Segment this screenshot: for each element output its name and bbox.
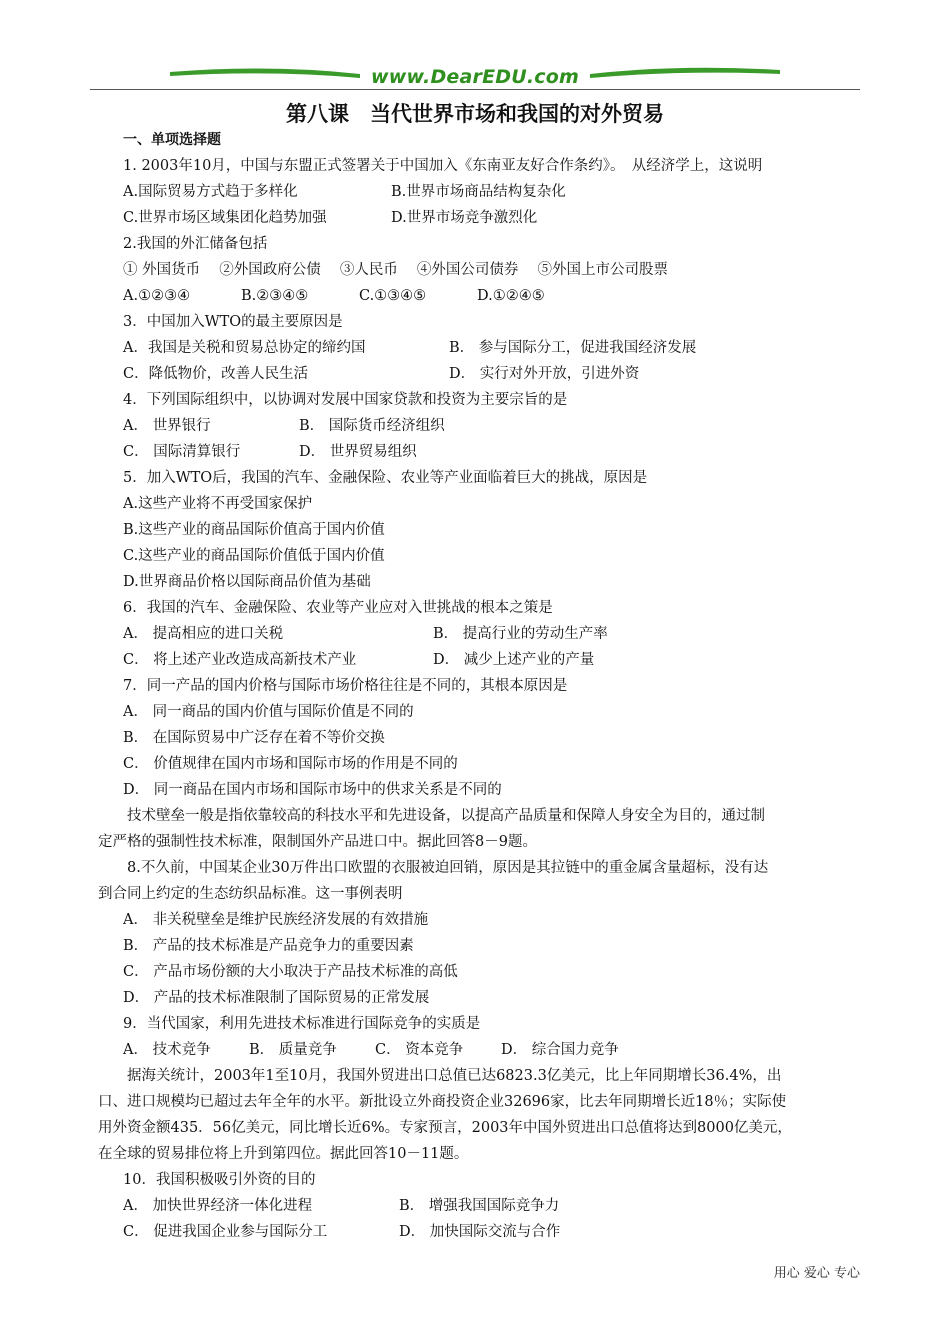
option-b: B． 在国际贸易中广泛存在着不等价交换 xyxy=(123,730,385,746)
question-3: 3．中国加入WTO的最主要原因是 xyxy=(123,314,343,330)
passage-customs-statistics xyxy=(98,1063,860,1167)
option-b: B． 国际货币经济组织 xyxy=(299,418,445,434)
question-8 xyxy=(98,855,860,907)
option-a: A.①②③④ xyxy=(123,288,191,304)
option-c: C． 资本竞争 xyxy=(375,1042,464,1058)
passage-line: 技术壁垒一般是指依靠较高的科技水平和先进设备，以提高产品质量和保障人身安全为目的，通过制 xyxy=(127,808,765,824)
question-7: 7．同一产品的国内价格与国际市场价格往往是不同的，其根本原因是 xyxy=(123,678,568,694)
passage-line: 用外资金额435．56亿美元，同比增长近6%。专家预言，2003年中国外贸进出口总值将达到8000亿美元， xyxy=(98,1120,792,1136)
site-logo-text[interactable]: www.DearEDU.com xyxy=(370,66,580,88)
option-b: B． 提高行业的劳动生产率 xyxy=(433,626,608,642)
option-c: C.世界市场区域集团化趋势加强 xyxy=(123,210,327,226)
option-c: C．降低物价，改善人民生活 xyxy=(123,366,309,382)
option-c: C． 价值规律在国内市场和国际市场的作用是不同的 xyxy=(123,756,458,772)
question-4-options-row2 xyxy=(123,439,860,465)
option-d: D． 产品的技术标准限制了国际贸易的正常发展 xyxy=(123,990,430,1006)
option-a: A． 非关税壁垒是维护民族经济发展的有效措施 xyxy=(123,912,429,928)
option-a: A． 世界银行 xyxy=(123,418,211,434)
question-4-options-row1 xyxy=(123,413,860,439)
option-d: D.①②④⑤ xyxy=(477,288,545,304)
question-9-options xyxy=(123,1037,860,1063)
question-8-line: 到合同上约定的生态纺织品标准。这一事例表明 xyxy=(98,886,403,902)
passage-technical-barrier xyxy=(98,803,860,855)
passage-line: 定严格的强制性技术标准，限制国外产品进口中。据此回答8－9题。 xyxy=(98,834,537,850)
option-c: C.这些产业的商品国际价值低于国内价值 xyxy=(123,548,385,564)
option-a: A． 加快世界经济一体化进程 xyxy=(123,1198,313,1214)
question-3-options-row1 xyxy=(123,335,860,361)
option-d: D． 世界贸易组织 xyxy=(299,444,417,460)
option-a: A． 同一商品的国内价值与国际价值是不同的 xyxy=(123,704,414,720)
passage-line: 据海关统计，2003年1至10月，我国外贸进出口总值已达6823.3亿美元，比上年同期增长36.4%，出 xyxy=(127,1068,782,1084)
option-b: B． 质量竞争 xyxy=(249,1042,337,1058)
question-2-options xyxy=(123,283,860,309)
question-10: 10．我国积极吸引外资的目的 xyxy=(123,1172,316,1188)
question-1-options-row2 xyxy=(123,205,860,231)
option-a: A.国际贸易方式趋于多样化 xyxy=(123,184,298,200)
option-c: C． 国际清算银行 xyxy=(123,444,241,460)
question-4: 4．下列国际组织中，以协调对发展中国家贷款和投资为主要宗旨的是 xyxy=(123,392,568,408)
header-divider xyxy=(90,89,860,90)
option-b: B.世界市场商品结构复杂化 xyxy=(391,184,566,200)
option-d: D． 减少上述产业的产量 xyxy=(433,652,595,668)
question-2-items: ① 外国货币 ②外国政府公债 ③人民币 ④外国公司债券 ⑤外国上市公司股票 xyxy=(123,262,669,278)
option-d: D． 实行对外开放，引进外资 xyxy=(449,366,640,382)
option-d: D.世界商品价格以国际商品价值为基础 xyxy=(123,574,371,590)
page-title: 第八课 当代世界市场和我国的对外贸易 xyxy=(286,102,664,126)
question-1: 1. 2003年10月，中国与东盟正式签署关于中国加入《东南亚友好合作条约》。 从经济学上，这说明 xyxy=(123,158,763,174)
page-footer: 用心 爱心 专心 xyxy=(773,1266,860,1281)
passage-line: 口、进口规模均已超过去年全年的水平。新批设立外商投资企业32696家，比去年同期增长近18％；实际使 xyxy=(98,1094,787,1110)
option-a: A．我国是关税和贸易总协定的缔约国 xyxy=(123,340,366,356)
question-5: 5．加入WTO后，我国的汽车、金融保险、农业等产业面临着巨大的挑战，原因是 xyxy=(123,470,648,486)
question-10-options-row2 xyxy=(123,1219,860,1245)
question-6: 6．我国的汽车、金融保险、农业等产业应对入世挑战的根本之策是 xyxy=(123,600,553,616)
option-c: C． 促进我国企业参与国际分工 xyxy=(123,1224,328,1240)
question-list xyxy=(98,127,860,1245)
question-2: 2.我国的外汇储备包括 xyxy=(123,236,268,252)
option-a: A． 技术竞争 xyxy=(123,1042,211,1058)
question-3-options-row2 xyxy=(123,361,860,387)
question-1-options-row1 xyxy=(123,179,860,205)
question-8-line: 8.不久前，中国某企业30万件出口欧盟的衣服被迫回销，原因是其拉链中的重金属含量超标，没有达 xyxy=(127,860,769,876)
option-b: B． 参与国际分工，促进我国经济发展 xyxy=(449,340,697,356)
option-b: B.②③④⑤ xyxy=(241,288,309,304)
option-d: D． 综合国力竞争 xyxy=(501,1042,619,1058)
option-c: C． 将上述产业改造成高新技术产业 xyxy=(123,652,357,668)
option-d: D.世界市场竞争激烈化 xyxy=(391,210,538,226)
passage-line: 在全球的贸易排位将上升到第四位。据此回答10－11题。 xyxy=(98,1146,469,1162)
question-9: 9．当代国家，利用先进技术标准进行国际竞争的实质是 xyxy=(123,1016,481,1032)
site-header xyxy=(90,62,860,92)
section-heading: 一、单项选择题 xyxy=(123,132,221,148)
option-c: C.①③④⑤ xyxy=(359,288,427,304)
option-b: B.这些产业的商品国际价值高于国内价值 xyxy=(123,522,385,538)
option-b: B． 增强我国国际竞争力 xyxy=(399,1198,560,1214)
option-c: C． 产品市场份额的大小取决于产品技术标准的高低 xyxy=(123,964,458,980)
option-d: D． 加快国际交流与合作 xyxy=(399,1224,561,1240)
option-b: B． 产品的技术标准是产品竞争力的重要因素 xyxy=(123,938,414,954)
question-6-options-row1 xyxy=(123,621,860,647)
question-10-options-row1 xyxy=(123,1193,860,1219)
option-d: D． 同一商品在国内市场和国际市场中的供求关系是不同的 xyxy=(123,782,502,798)
question-6-options-row2 xyxy=(123,647,860,673)
option-a: A.这些产业将不再受国家保护 xyxy=(123,496,313,512)
option-a: A． 提高相应的进口关税 xyxy=(123,626,284,642)
